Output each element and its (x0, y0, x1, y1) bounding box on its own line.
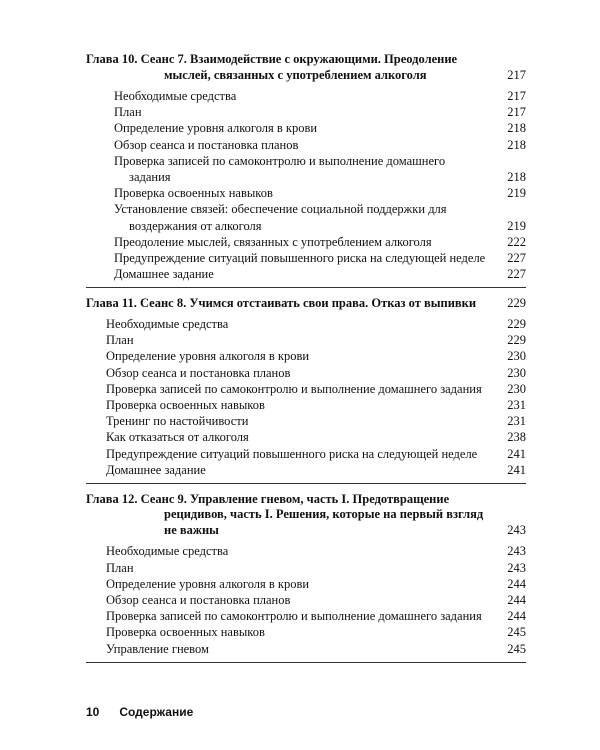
entry-page: 218 (507, 137, 526, 152)
entry-title: Определение уровня алкоголя в крови (106, 349, 310, 364)
entry-page: 231 (507, 397, 526, 412)
entry-title: Обзор сеанса и постановка планов (114, 137, 299, 152)
table-of-contents (86, 52, 526, 671)
toc-entry (86, 446, 526, 462)
entry-title: Определение уровня алкоголя в крови (106, 576, 310, 591)
toc-entry (86, 234, 526, 250)
toc-entry (86, 185, 526, 201)
chapter-title: Глава 10. Сеанс 7. Взаимодействие с окружающими. Преодоление мыслей, связанных с употреблением алкоголя (86, 52, 458, 82)
toc-entry (86, 576, 526, 592)
chapter-title: Глава 12. Сеанс 9. Управление гневом, часть I. Предотвращение рецидивов, часть I. Решения, которые на первый взгляд не важны (86, 491, 484, 537)
entry-title: Необходимые средства (114, 89, 237, 103)
page-footer (86, 705, 526, 719)
entry-page: 230 (507, 365, 526, 380)
entry-page: 230 (507, 381, 526, 396)
section-divider (86, 287, 526, 288)
entry-page: 219 (507, 218, 526, 233)
entry-title: Проверка освоенных навыков (114, 186, 273, 201)
toc-entry (86, 365, 526, 381)
chapter-page: 217 (507, 67, 526, 82)
entry-page: 230 (507, 349, 526, 364)
entry-title: Необходимые средства (106, 544, 229, 559)
entry-page: 244 (507, 593, 526, 608)
toc-entry (86, 104, 526, 120)
toc-entry (86, 153, 526, 185)
entry-page: 243 (507, 544, 526, 559)
entry-page: 245 (507, 625, 526, 640)
entry-title: Домашнее задание (106, 462, 206, 477)
page-number: 10 (86, 705, 100, 719)
toc-entry (86, 316, 526, 332)
entry-title: Проверка освоенных навыков (106, 625, 265, 640)
entry-page: 217 (507, 89, 526, 103)
entry-page: 243 (507, 560, 526, 575)
entry-title: Предупреждение ситуаций повышенного риска на следующей неделе (106, 446, 478, 461)
toc-entry (86, 88, 526, 104)
entry-title: Домашнее задание (114, 267, 214, 282)
entry-title: План (106, 560, 134, 575)
section-divider (86, 483, 526, 484)
toc-entry (86, 608, 526, 624)
toc-entry (86, 592, 526, 608)
entry-title: План (114, 105, 142, 120)
entry-page: 227 (507, 251, 526, 266)
toc-entry (86, 250, 526, 266)
chapter-heading (86, 296, 526, 312)
toc-entry (86, 624, 526, 640)
entry-page: 217 (507, 105, 526, 120)
entry-title: План (106, 333, 134, 348)
entry-page: 241 (507, 446, 526, 461)
toc-entry (86, 641, 526, 657)
entry-title: Как отказаться от алкоголя (106, 430, 249, 445)
entry-page: 222 (507, 234, 526, 249)
entry-page: 244 (507, 609, 526, 624)
entry-title: Предупреждение ситуаций повышенного риска на следующей неделе (114, 251, 486, 266)
entry-page: 245 (507, 641, 526, 656)
entry-title: Управление гневом (106, 641, 209, 656)
toc-entry (86, 560, 526, 576)
toc-entry (86, 348, 526, 364)
toc-entry (86, 266, 526, 282)
entry-page: 241 (507, 462, 526, 477)
entry-title: Обзор сеанса и постановка планов (106, 365, 291, 380)
entry-page: 229 (507, 316, 526, 331)
toc-entry (86, 120, 526, 136)
entry-page: 218 (507, 170, 526, 185)
toc-entry (86, 137, 526, 153)
toc-entry (86, 543, 526, 559)
toc-entry (86, 201, 526, 233)
chapter-heading (86, 492, 526, 539)
entry-title: Проверка записей по самоконтролю и выполнение домашнего задания (114, 153, 446, 185)
entry-title: Преодоление мыслей, связанных с употреблением алкоголя (114, 234, 432, 249)
entry-page: 229 (507, 333, 526, 348)
running-title: Содержание (119, 705, 194, 719)
entry-title: Установление связей: обеспечение социальной поддержки для воздержания от алкоголя (114, 202, 447, 233)
chapter-page: 243 (507, 522, 526, 537)
toc-entry (86, 381, 526, 397)
entry-page: 231 (507, 414, 526, 429)
entry-page: 218 (507, 121, 526, 136)
footer-divider (86, 662, 526, 663)
toc-entry (86, 332, 526, 348)
toc-entry (86, 462, 526, 478)
chapter-title: Глава 11. Сеанс 8. Учимся отстаивать свои права. Отказ от выпивки (86, 296, 477, 311)
entry-page: 227 (507, 267, 526, 282)
entry-title: Тренинг по настойчивости (106, 414, 249, 429)
entry-page: 219 (507, 186, 526, 201)
entry-page: 244 (507, 576, 526, 591)
entry-title: Проверка записей по самоконтролю и выполнение домашнего задания (106, 381, 482, 396)
chapter-heading (86, 52, 526, 83)
entry-title: Определение уровня алкоголя в крови (114, 121, 318, 136)
toc-entry (86, 397, 526, 413)
chapter-page: 229 (507, 296, 526, 311)
entry-title: Проверка освоенных навыков (106, 397, 265, 412)
entry-title: Необходимые средства (106, 316, 229, 331)
toc-entry (86, 413, 526, 429)
toc-entry (86, 429, 526, 445)
entry-title: Обзор сеанса и постановка планов (106, 593, 291, 608)
entry-title: Проверка записей по самоконтролю и выполнение домашнего задания (106, 609, 482, 624)
entry-page: 238 (507, 430, 526, 445)
